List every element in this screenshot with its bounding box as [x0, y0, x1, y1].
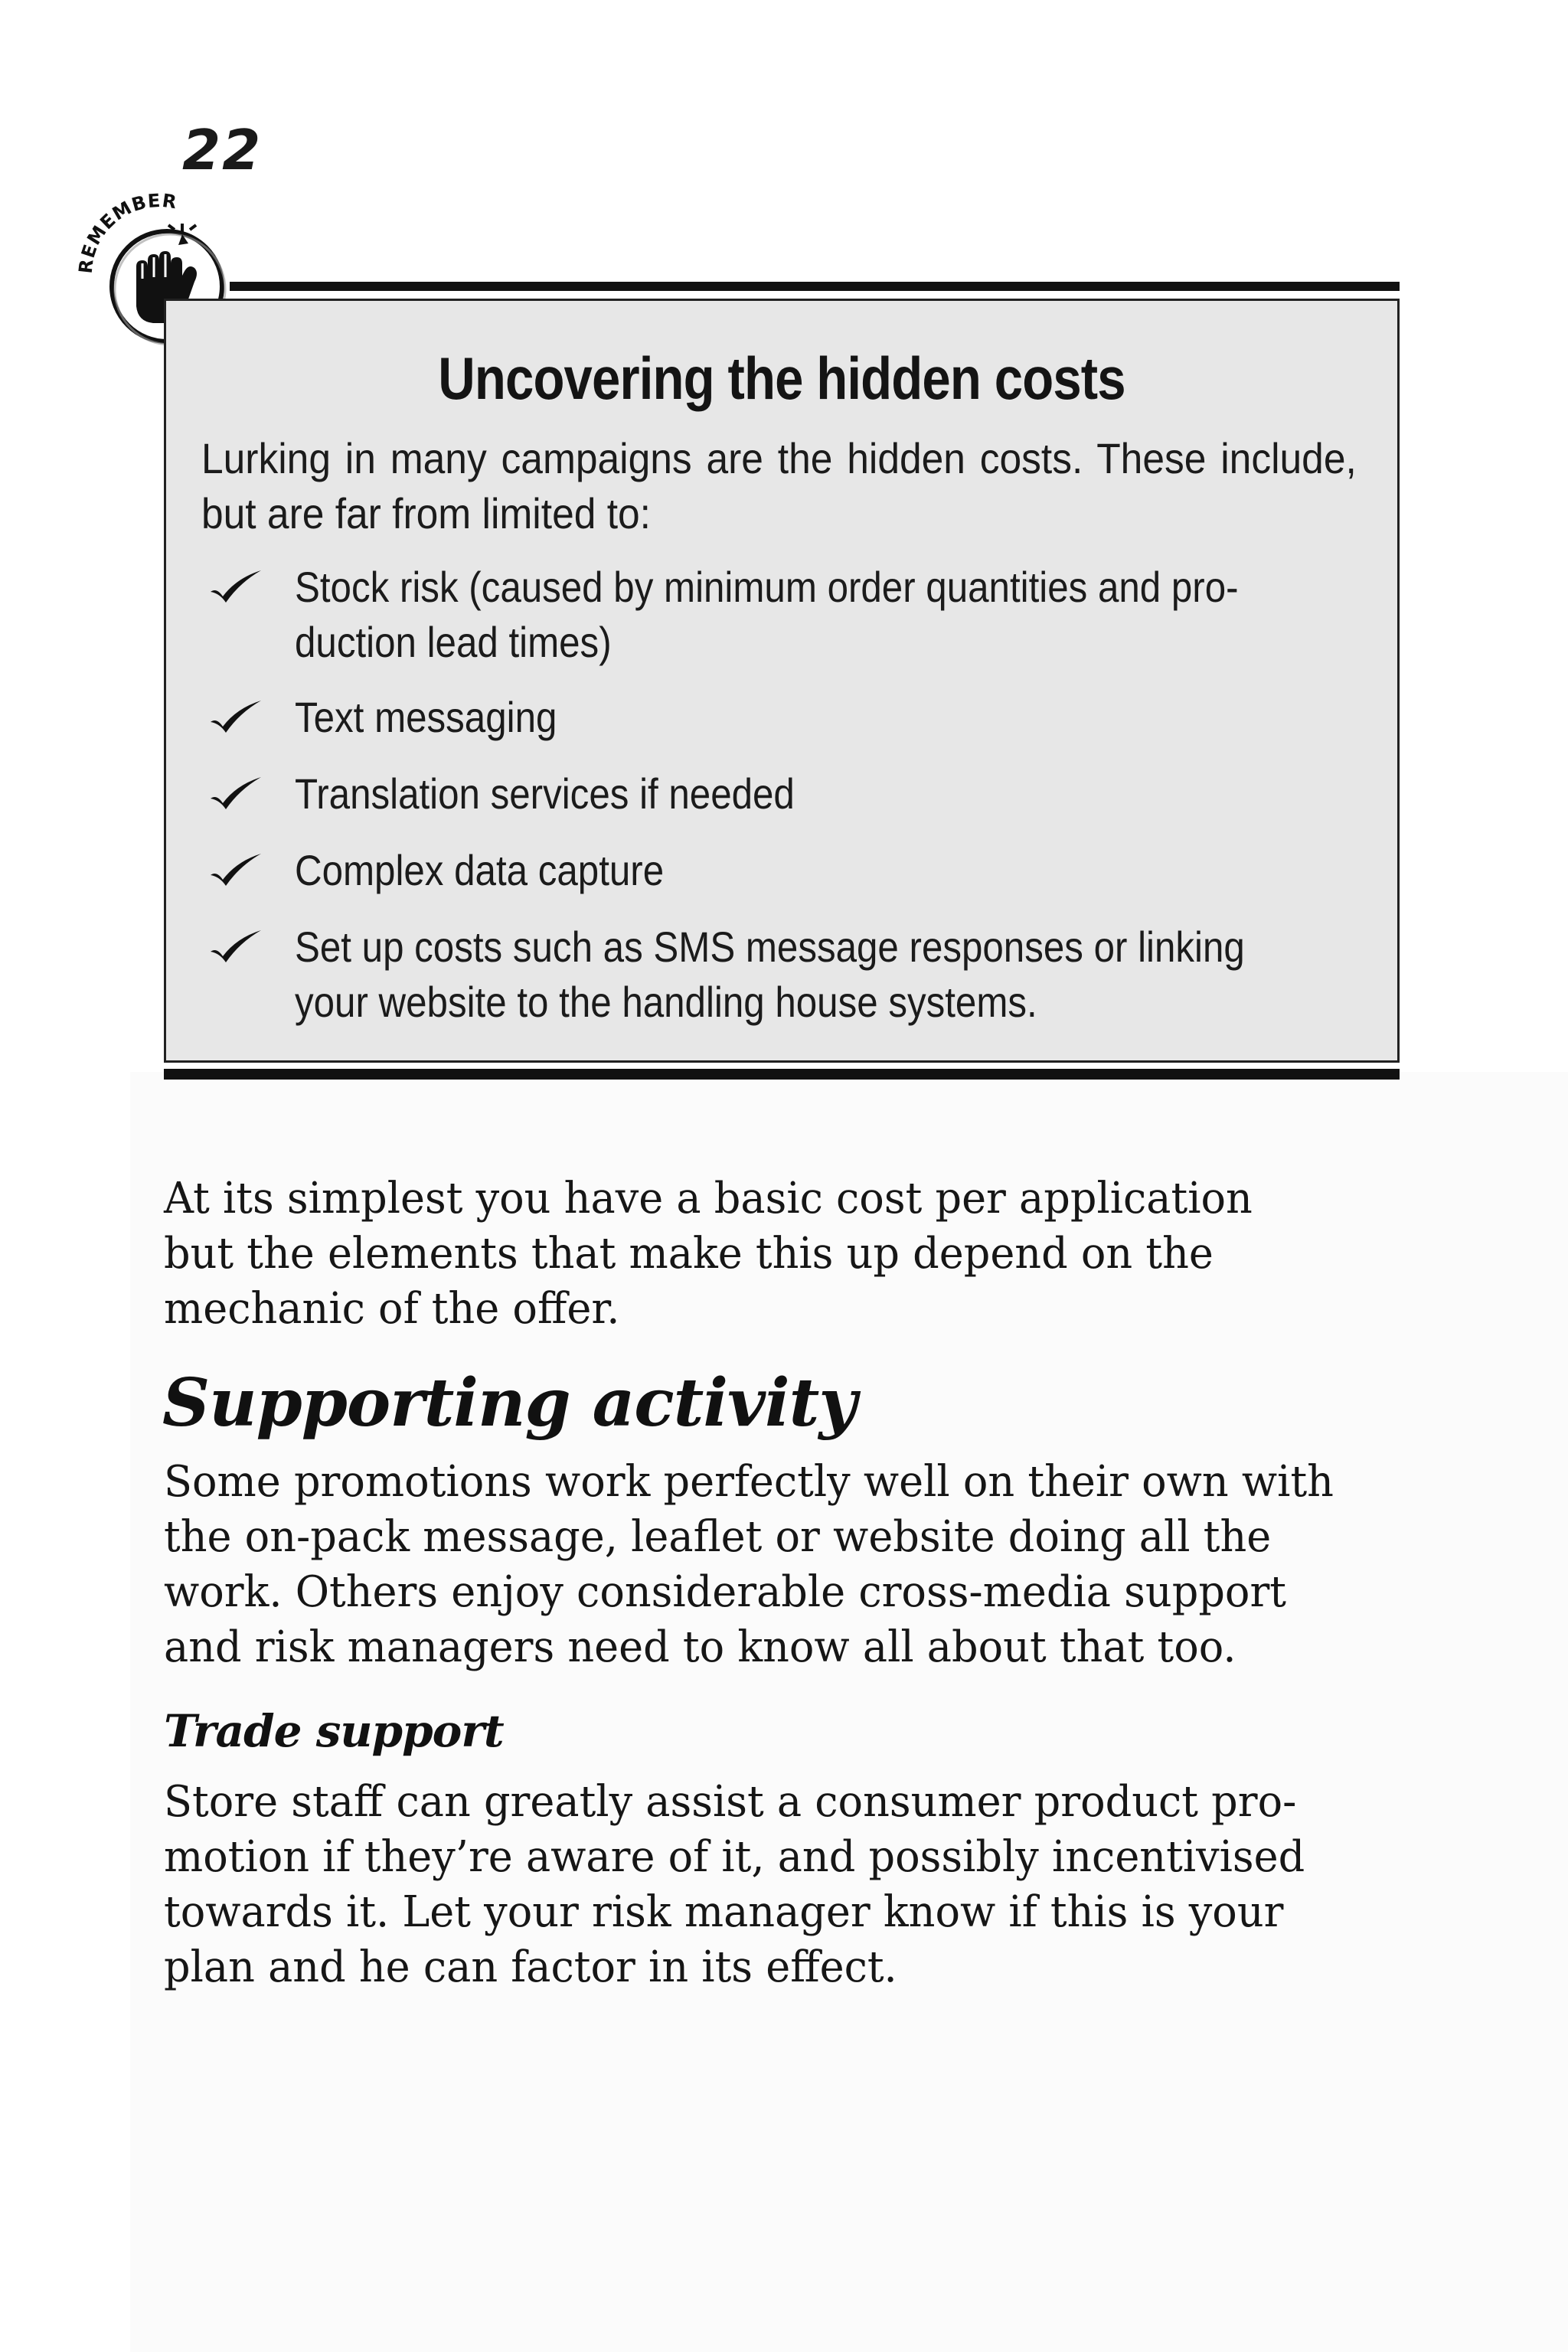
- check-mark-icon: [209, 852, 263, 886]
- sidebar-box: [164, 299, 1400, 1063]
- subsection-heading: Trade support: [164, 1705, 504, 1757]
- body-paragraph-3: Store staff can greatly assist a consumer product pro- motion if they’re aware of it, and possibly incentivised towards it. Let your risk manager know if this is your plan and he can factor in its effect.: [164, 1777, 1305, 1992]
- section-heading: Supporting activity: [162, 1364, 857, 1442]
- check-mark-icon: [209, 569, 263, 603]
- sidebar-intro: Lurking in many campaigns are the hidden costs. These include, but are far from limited to:: [201, 434, 1357, 537]
- sidebar-top-rule: [230, 282, 1400, 291]
- bullet-text: Stock risk (caused by minimum order quantities and pro- duction lead times): [295, 563, 1239, 666]
- bullet-text: Translation services if needed: [295, 769, 795, 818]
- body-paragraph-2: Some promotions work perfectly well on their own with the on-pack message, leaflet or website doing all the work. Others enjoy considerable cross-media support and risk managers need to know all about that too.: [164, 1457, 1334, 1672]
- check-mark-icon: [209, 929, 263, 962]
- check-mark-icon: [209, 699, 263, 733]
- check-mark-icon: [209, 776, 263, 809]
- page-number: 22: [182, 118, 263, 182]
- bullet-text: Complex data capture: [295, 846, 665, 894]
- bullet-text: Text messaging: [295, 693, 557, 741]
- bullet-text: Set up costs such as SMS message responses or linking your website to the handling house systems.: [295, 923, 1245, 1026]
- remember-label: REMEMBER: [74, 189, 179, 275]
- sidebar-title: Uncovering the hidden costs: [438, 345, 1125, 412]
- sidebar-bottom-rule: [164, 1069, 1400, 1080]
- body-paragraph-1: At its simplest you have a basic cost per application but the elements that make this up depend on the mechanic of the offer.: [164, 1174, 1253, 1334]
